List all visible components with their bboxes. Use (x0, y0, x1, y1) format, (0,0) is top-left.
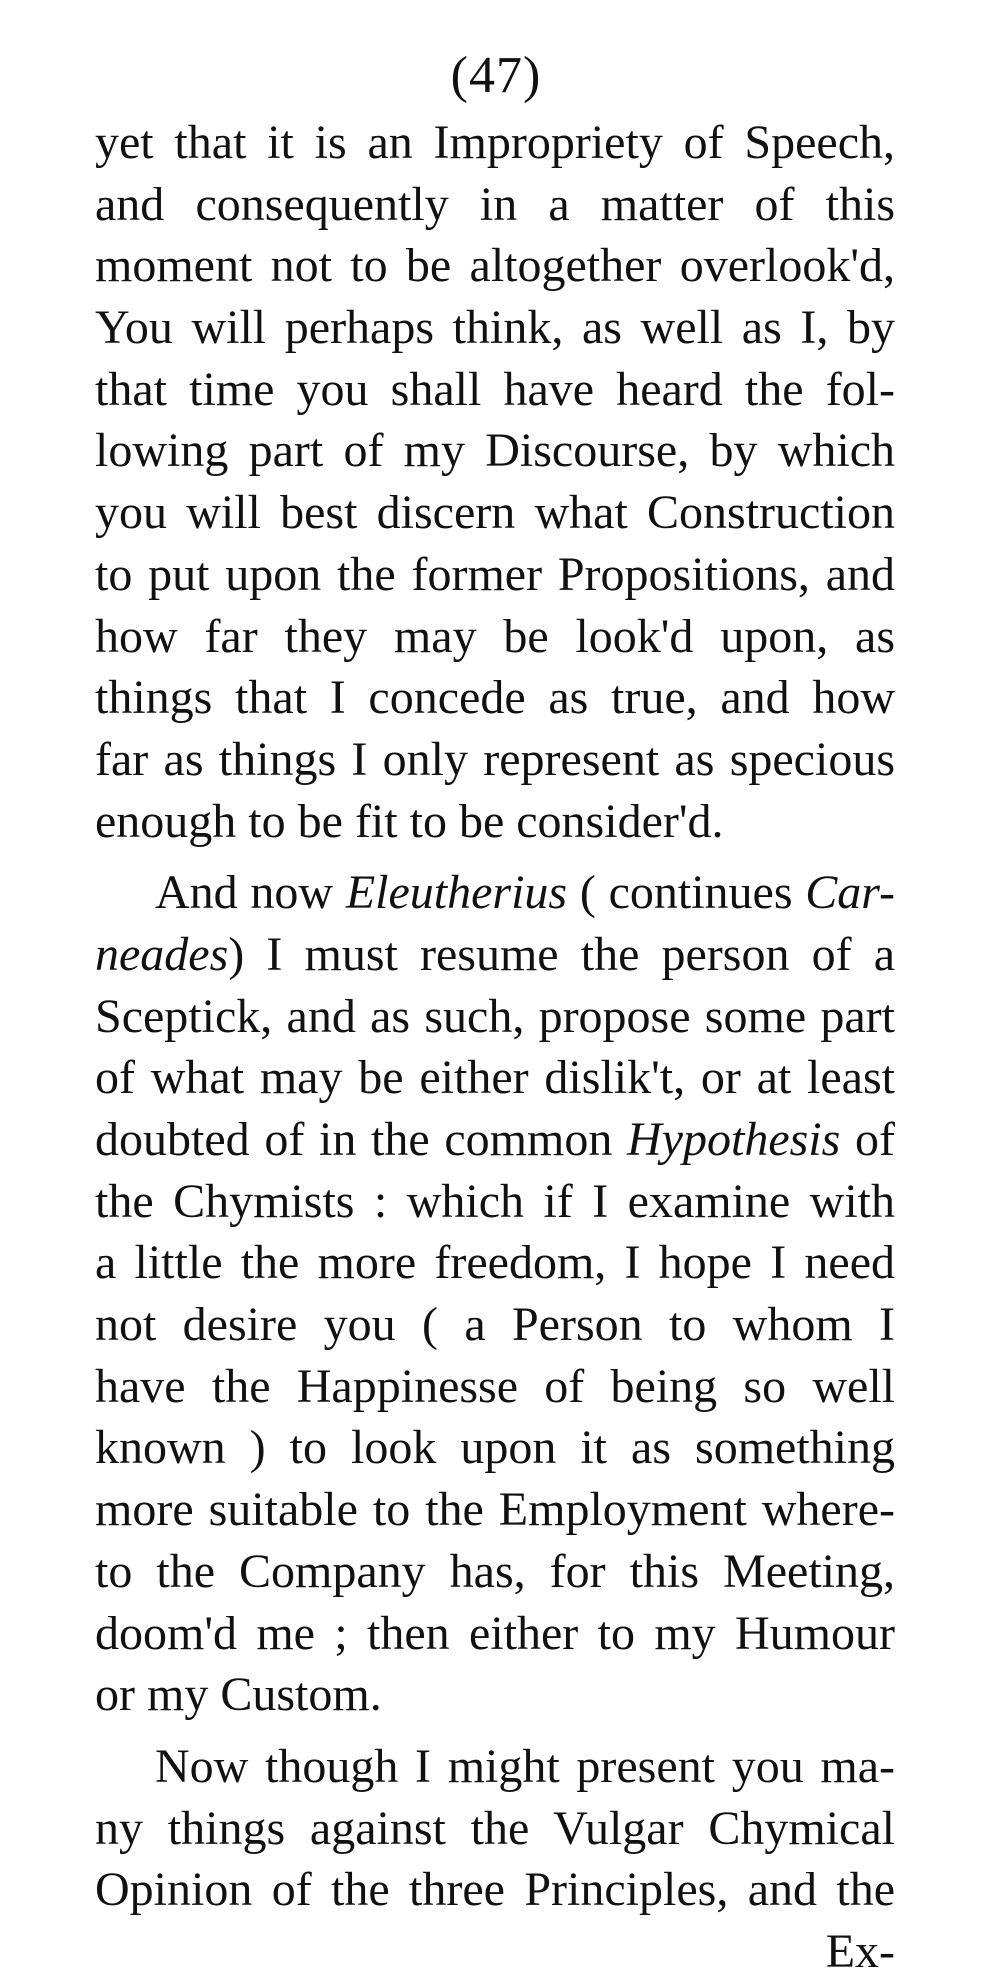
text-line: of what may be either dislik't, or at least (95, 1051, 895, 1105)
text-line: You will perhaps think, as well as I, by (95, 301, 895, 355)
paragraph-1 (95, 112, 895, 852)
text-line: lowing part of my Discourse, by which (95, 424, 895, 478)
name-carneades-part2: neades (95, 927, 229, 981)
text-line: Opinion of the three Principles, and the (95, 1863, 895, 1917)
text-line: Now though I might present you ma- (155, 1739, 895, 1793)
text-line: And now Eleutherius ( continues Car- (155, 866, 895, 920)
text-line: Sceptick, and as such, propose some part (95, 989, 895, 1043)
catchword: Ex- (825, 1924, 895, 1978)
text-line: enough to be fit to be consider'd. (95, 794, 724, 848)
text-line: yet that it is an Impropriety of Speech, (95, 116, 895, 169)
text-line: more suitable to the Employment where- (95, 1483, 895, 1537)
text-line: to put upon the former Propositions, and (95, 547, 895, 601)
text-line: that time you shall have heard the fol- (95, 362, 895, 416)
text-line: neades) I must resume the person of a (95, 927, 895, 981)
text-line: the Chymists : which if I examine with (95, 1174, 895, 1228)
text-line: ny things against the Vulgar Chymical (95, 1801, 895, 1855)
name-carneades-part1: Car- (805, 866, 895, 920)
term-hypothesis: Hypothesis (627, 1113, 841, 1166)
text-line: doom'd me ; then either to my Humour (95, 1606, 895, 1660)
text-line: have the Happinesse of being so well (95, 1359, 895, 1413)
body-text (95, 112, 895, 1983)
text-line: how far they may be look'd upon, as (95, 609, 895, 663)
text-line: and consequently in a matter of this (95, 177, 895, 231)
text-line: far as things I only represent as specious (95, 732, 895, 786)
text-line: moment not to be altogether overlook'd, (95, 239, 895, 293)
text-line: things that I concede as true, and how (95, 671, 895, 725)
text-line: you will best discern what Construction (95, 486, 895, 540)
text-line: known ) to look upon it as something (95, 1421, 895, 1475)
text-line: a little the more freedom, I hope I need (95, 1236, 895, 1290)
page-number: (47) (450, 47, 542, 104)
text-line: or my Custom. (95, 1668, 382, 1722)
text-line: not desire you ( a Person to whom I (95, 1298, 895, 1352)
text-line: doubted of in the common Hypothesis of (95, 1113, 895, 1166)
paragraph-3 (95, 1736, 895, 1921)
paragraph-2 (95, 862, 895, 1726)
name-eleutherius: Eleutherius (345, 866, 568, 920)
text-line: to the Company has, for this Meeting, (95, 1544, 895, 1598)
